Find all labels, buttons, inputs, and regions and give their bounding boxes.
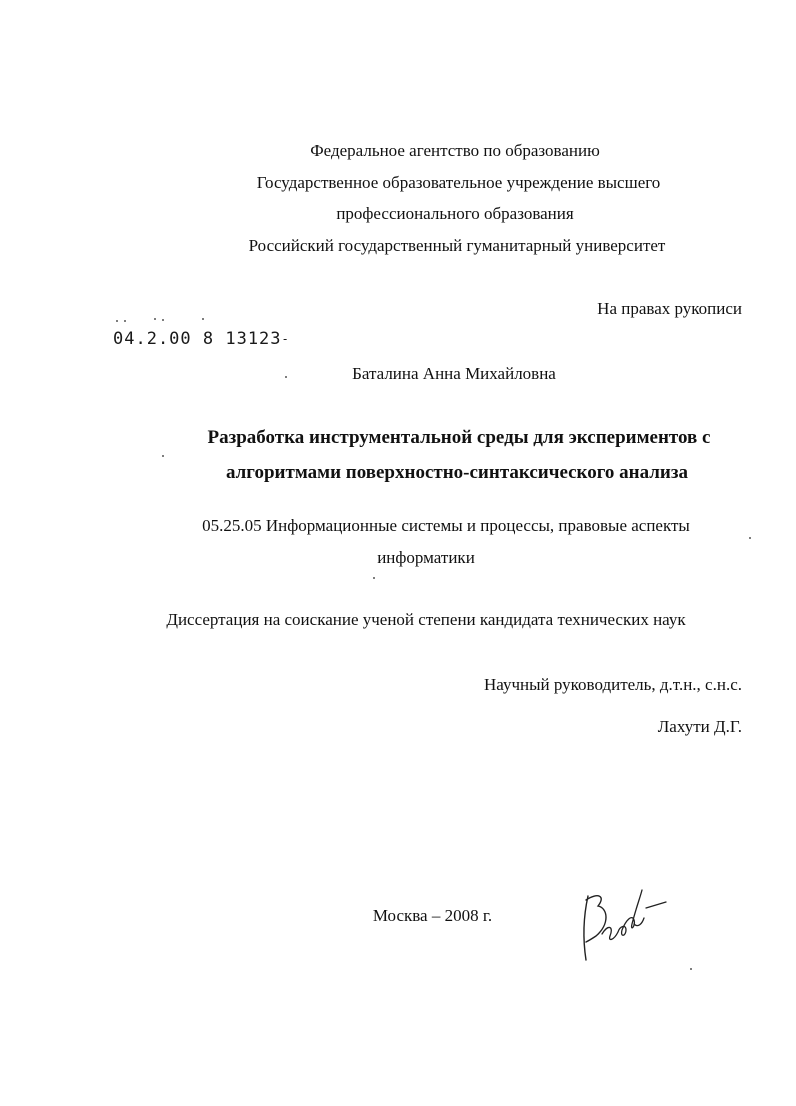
- thesis-title-line-2: алгоритмами поверхностно-синтаксического анализа: [225, 462, 689, 483]
- scan-speck: [749, 537, 751, 539]
- stamp-marks: [114, 316, 224, 324]
- supervisor-name: Лахути Д.Г.: [657, 717, 742, 736]
- degree-line: Диссертация на соискание ученой степени кандидата технических наук: [166, 610, 686, 629]
- registration-stamp: 04.2.00 8 13123-: [113, 329, 290, 349]
- institution-line: Государственное образовательное учреждение высшего: [256, 173, 661, 192]
- agency-line: Федеральное агентство по образованию: [310, 141, 600, 160]
- scan-speck: [162, 455, 164, 457]
- education-level-line: профессионального образования: [336, 204, 574, 223]
- specialty-line-2: информатики: [377, 548, 475, 567]
- manuscript-rights-note: На правах рукописи: [597, 299, 742, 318]
- university-line: Российский государственный гуманитарный университет: [248, 236, 666, 255]
- scan-speck: [690, 968, 692, 970]
- handwritten-signature: [574, 884, 674, 974]
- specialty-line-1: 05.25.05 Информационные системы и процессы, правовые аспекты: [202, 516, 690, 535]
- scan-speck: [285, 376, 287, 378]
- supervisor-role: Научный руководитель, д.т.н., с.н.с.: [483, 675, 742, 694]
- place-and-year: Москва – 2008 г.: [372, 906, 493, 925]
- thesis-title-line-1: Разработка инструментальной среды для экспериментов с: [207, 427, 711, 448]
- author-name: Баталина Анна Михайловна: [352, 364, 556, 383]
- scan-speck: [373, 577, 375, 579]
